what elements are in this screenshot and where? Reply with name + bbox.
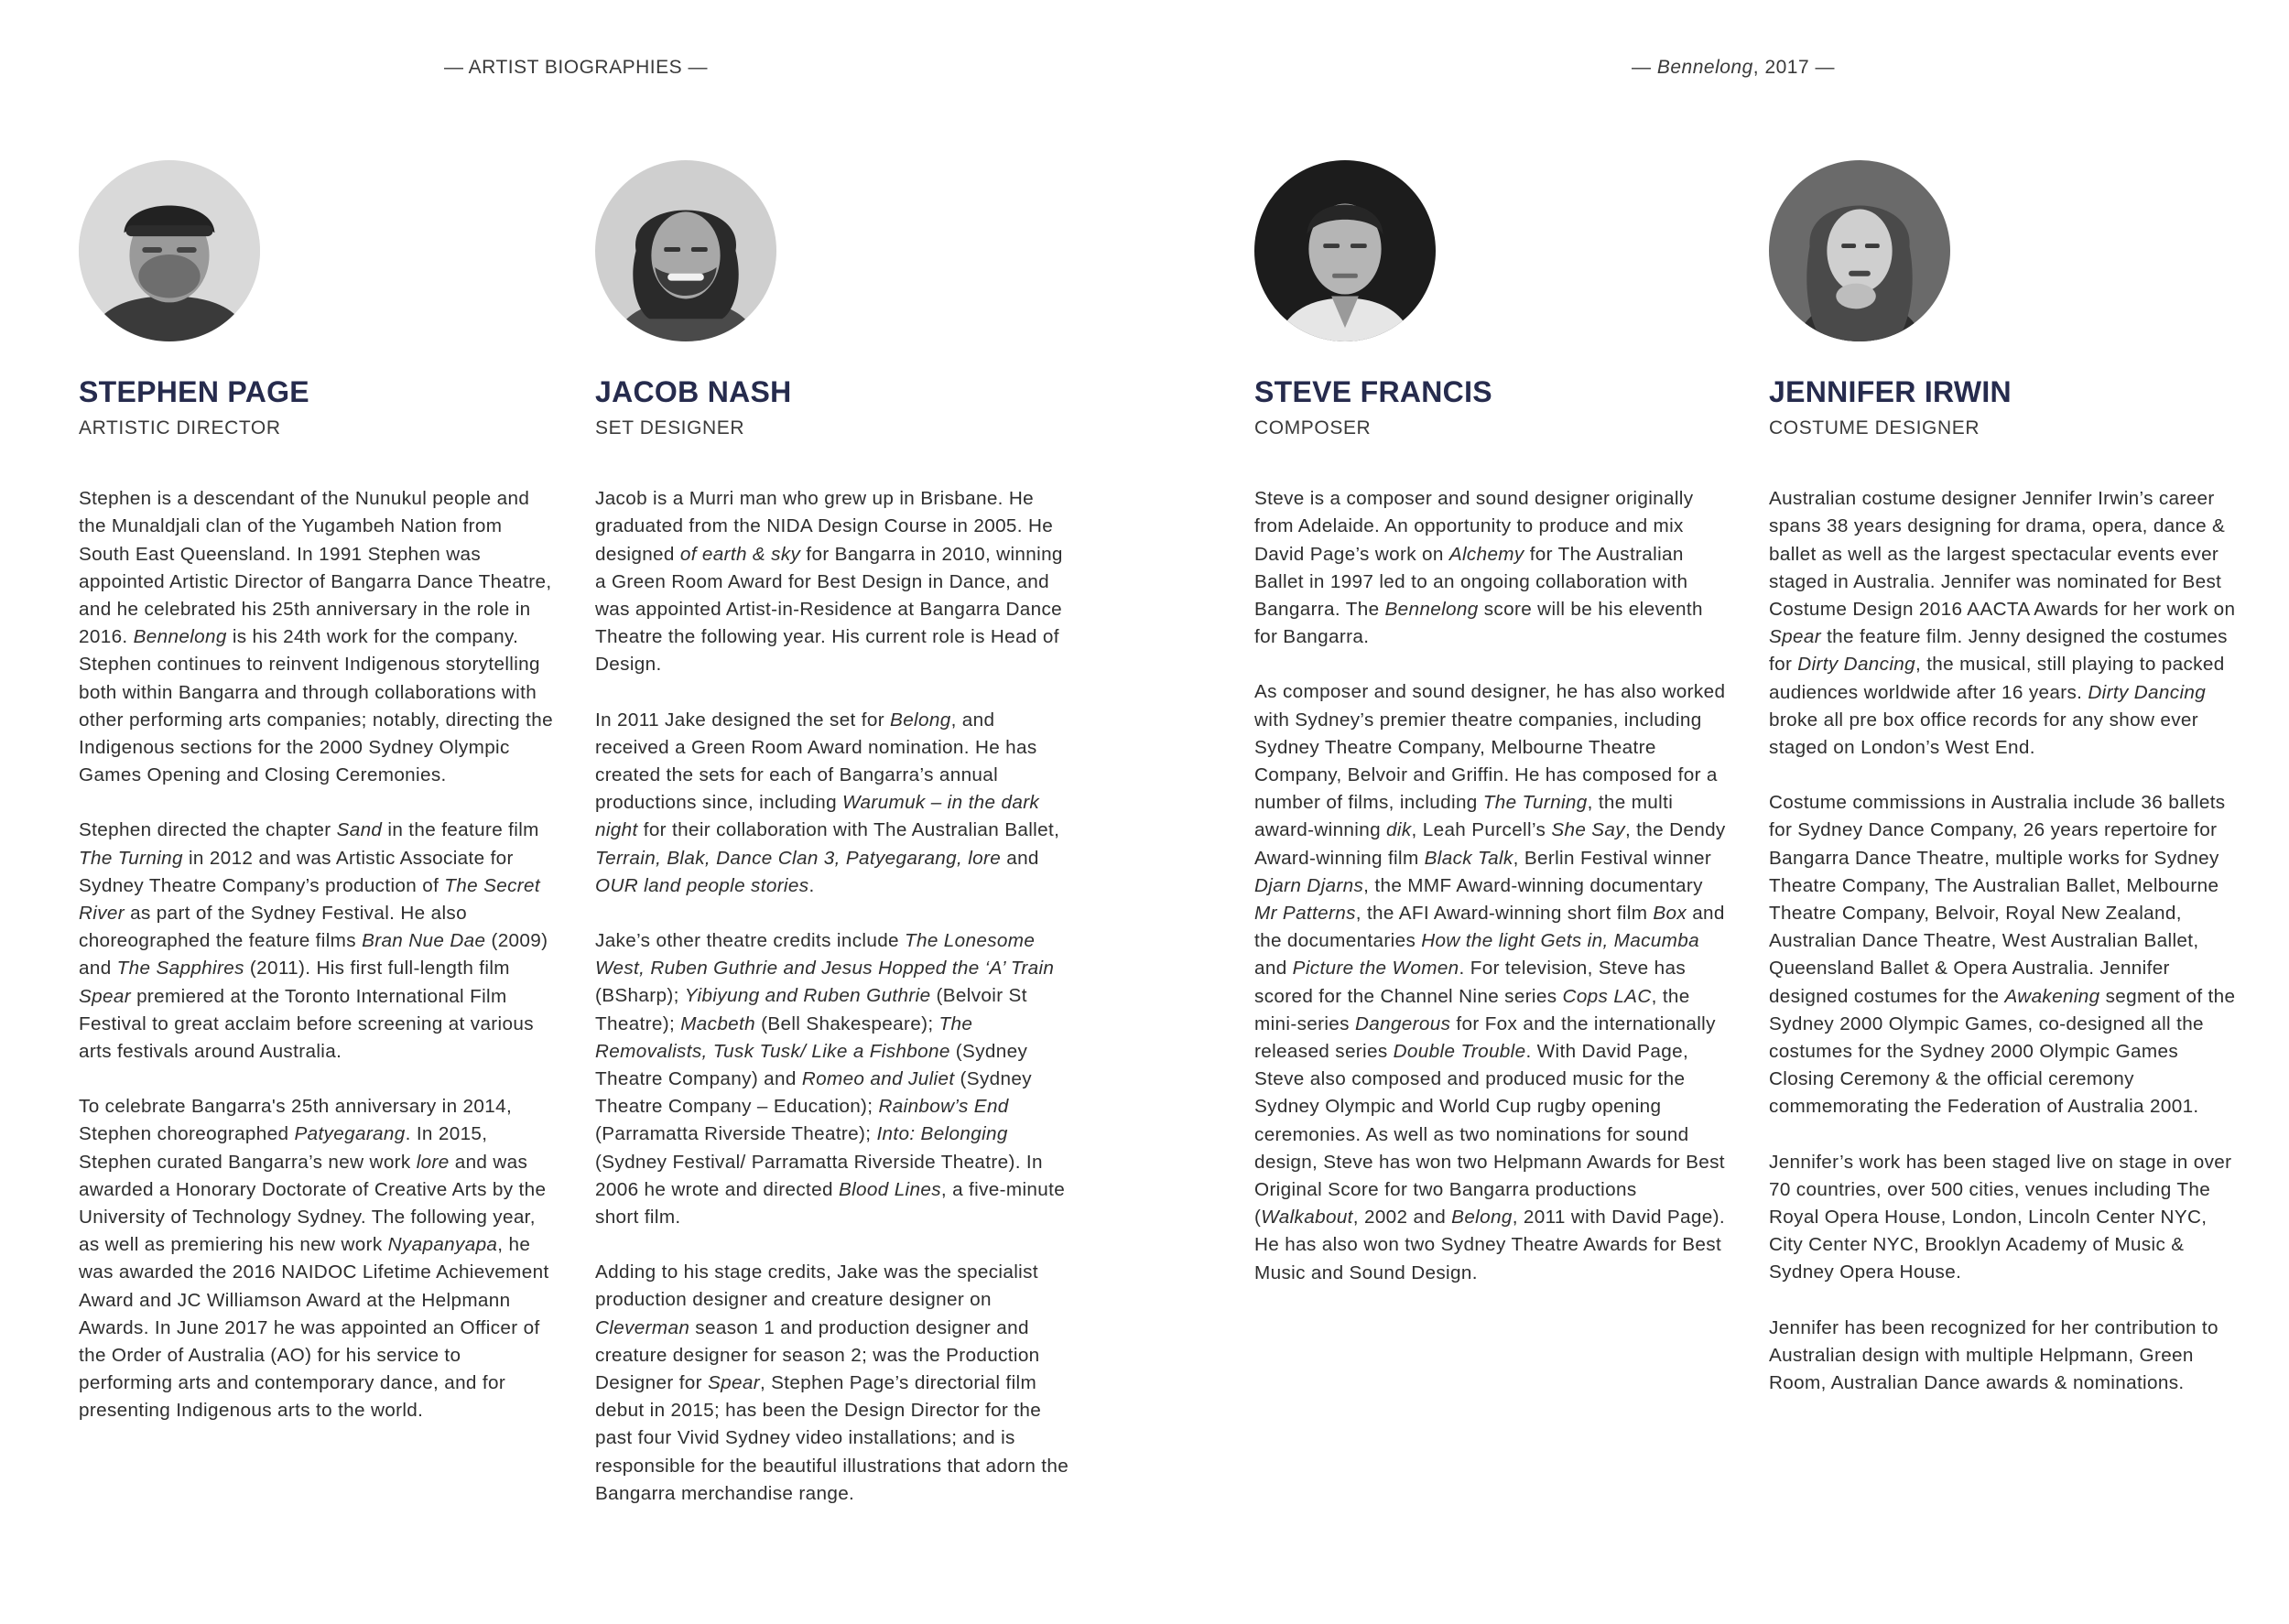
bio-text: , the musical, still playing to packed audiences worldwide after 16 years. [1769,654,2225,703]
bio-title-italic: OUR land people stories [595,874,809,896]
bio-title-italic: Spear [707,1372,760,1394]
bio-paragraph [1769,485,2245,762]
artist-name: JENNIFER IRWIN [1769,375,2012,408]
bio-text: for their collaboration with The Australian Ballet, [637,819,1060,841]
bio-title-italic: Spear [1769,626,1821,648]
artist-bio [1254,485,1730,1287]
bio-title-italic: The Turning [79,847,183,869]
bio-title-italic: Djarn Djarns [1254,874,1364,896]
bio-text: Jake’s other theatre credits include [595,930,905,952]
bio-text: Steve is a composer and sound designer originally from Adelaide. An opportunity to produce and mix David Page’s work on [1254,488,1694,565]
bio-title-italic: Spear [79,985,131,1007]
bio-paragraph [595,707,1071,900]
bio-paragraph [595,927,1071,1231]
bio-text: and was awarded a Honorary Doctorate of Creative Arts by the University of Technology Sydney. The following year, as well as premiering his new work [79,1151,547,1256]
bio-text: Australian costume designer Jennifer Irwin’s career spans 38 years designing for drama, opera, dance & ballet as well as the largest spectacular events ever staged in Australia. Jennifer was nominated for Best Costume Design 2016 AACTA Awards for her work on [1769,488,2236,620]
bio-title-italic: How the light Gets in, Macumba [1421,930,1699,952]
artist-bio [595,485,1071,1508]
bio-title-italic: Alchemy [1448,543,1524,565]
bio-paragraph [1254,485,1730,651]
bio-text: and [1254,958,1293,980]
running-head-left [444,57,708,79]
bio-title-italic: Belong [1451,1207,1513,1229]
bio-text: , the AFI Award-winning short film [1355,903,1654,925]
bio-text: in the feature film [382,819,539,841]
bio-title-italic: Romeo and Juliet [801,1068,955,1090]
bio-title-italic: of earth & sky [679,543,801,565]
running-head-right-prefix: — [1632,57,1657,78]
bio-text: , the MMF Award-winning documentary [1363,874,1703,896]
artist-column-stephen-page [79,160,555,1425]
bio-title-italic: Macbeth [680,1012,755,1034]
bio-title-italic: Bennelong [1384,599,1479,620]
bio-text: In 2011 Jake designed the set for [595,709,891,731]
bio-title-italic: The Secret River [79,874,540,925]
bio-title-italic: Dangerous [1354,1012,1451,1034]
bio-text: (Sydney Festival/ Parramatta Riverside Theatre). In 2006 he wrote and directed [595,1151,1043,1200]
bio-text: . With David Page, Steve also composed and produced music for the Sydney Olympic and World Cup rugby opening ceremonies. As well as two nominations for sound design, Steve has won two Helpmann Awards for Best Original Score for two Bangarra productions ( [1254,1041,1725,1229]
bio-text: segment of the Sydney 2000 Olympic Games, co-designed all the costumes for the Sydney 2000 Olympic Games Closing Ceremony & the official ceremony commemorating the Federation of Australia 2001. [1769,985,2236,1118]
artist-role: ARTISTIC DIRECTOR [79,417,281,439]
bio-title-italic: Bennelong [133,626,227,648]
portrait-photo-hand-on-chin-graphic [1769,160,1950,341]
artist-name: STEVE FRANCIS [1254,375,1492,408]
bio-title-italic: Dirty Dancing [1797,654,1916,676]
bio-title-italic: Dirty Dancing [2088,681,2207,703]
bio-title-italic: Patyegarang [294,1123,406,1145]
bio-paragraph [595,485,1071,678]
running-head-left-text: — ARTIST BIOGRAPHIES — [444,57,708,78]
bio-text: for Bangarra in 2010, winning a Green Room Award for Best Design in Dance, and was appointed Artist-in-Residence at Bangarra Dance Theatre the following year. His current role is Head of Design. [595,543,1063,676]
bio-title-italic: Belong [890,709,951,731]
bio-text: , a five-minute short film. [595,1178,1066,1229]
artist-column-jacob-nash [595,160,1071,1508]
bio-text: As composer and sound designer, he has also worked with Sydney’s premier theatre companies, including Sydney Theatre Company, Melbourne Theatre Company, Belvoir and Griffin. He has composed for a number of films, including [1254,681,1726,814]
artist-bio [1769,485,2245,1397]
bio-title-italic: Into: Belonging [876,1123,1008,1145]
portrait-photo-dark-background [1254,160,1436,341]
bio-paragraph [1769,1149,2245,1287]
artist-column-jennifer-irwin [1769,160,2245,1397]
portrait-photo-dark-background-graphic [1254,160,1436,341]
bio-text: is his 24th work for the company. Stephen continues to reinvent Indigenous storytelling both within Bangarra and through collaborations with other performing arts companies; notably, directing the Indigenous sections for the 2000 Sydney Olympic Games Opening and Closing Ceremonies. [79,626,553,786]
bio-text: (BSharp); [595,985,685,1007]
portrait-photo-cap [79,160,260,341]
bio-text: (Sydney Theatre Company – Education); [595,1068,1032,1118]
bio-title-italic: Picture the Women [1292,958,1459,980]
bio-text: . In 2015, Stephen curated Bangarra’s new work [79,1123,488,1173]
bio-text: (Sydney Theatre Company) and [595,1040,1028,1090]
bio-text: (Belvoir St Theatre); [595,985,1027,1034]
bio-title-italic: Cops LAC [1562,985,1652,1007]
portrait-photo-curly-hair-graphic [595,160,776,341]
bio-text: Adding to his stage credits, Jake was the specialist production designer and creature designer on [595,1261,1038,1311]
artist-bio [79,485,555,1425]
artist-column-steve-francis [1254,160,1730,1287]
bio-text: , the multi award-winning [1254,792,1674,841]
bio-title-italic: Blood Lines [838,1178,941,1200]
running-head-right [1632,57,1835,79]
bio-text: for The Australian Ballet in 1997 led to an ongoing collaboration with Bangarra. The [1254,543,1688,620]
bio-text: in 2012 and was Artistic Associate for Sydney Theatre Company’s production of [79,847,514,896]
artist-name: JACOB NASH [595,375,792,408]
bio-title-italic: The Turning [1482,792,1588,814]
bio-paragraph [1769,1315,2245,1398]
bio-text: (Parramatta Riverside Theatre); [595,1123,877,1145]
bio-text: , Leah Purcell’s [1411,819,1552,841]
bio-title-italic: dik [1386,819,1412,841]
bio-paragraph [1769,789,2245,1121]
bio-text: . For television, Steve has scored for the Channel Nine series [1254,958,1687,1007]
bio-text: Jacob is a Murri man who grew up in Brisbane. He graduated from the NIDA Design Course in 2005. He designed [595,488,1054,565]
bio-text: , Berlin Festival winner [1513,847,1712,869]
bio-paragraph [595,1259,1071,1508]
bio-text: as part of the Sydney Festival. He also choreographed the feature films [79,903,467,952]
bio-text: season 1 and production designer and creature designer for season 2; was the Production Designer for [595,1316,1040,1394]
bio-title-italic: She Say [1551,819,1625,841]
bio-text: Jennifer’s work has been staged live on stage in over 70 countries, over 500 cities, venues including The Royal Opera House, London, Lincoln Center NYC, City Center NYC, Brooklyn Academy of Music & Sydney Opera House. [1769,1151,2232,1283]
bio-title-italic: The Removalists, Tusk Tusk/ Like a Fishbone [595,1012,973,1062]
bio-title-italic: Nyapanyapa [387,1234,498,1256]
bio-paragraph [79,817,555,1066]
bio-title-italic: Yibiyung and Ruben Guthrie [684,985,931,1007]
bio-text: (Bell Shakespeare); [754,1012,939,1034]
bio-title-italic: lore [416,1151,450,1173]
bio-text: (2009) and [79,930,548,980]
portrait-photo-cap-graphic [79,160,260,341]
bio-title-italic: Warumuk – in the dark night [595,792,1040,841]
bio-text: Stephen directed the chapter [79,819,337,841]
bio-title-italic: Black Talk [1424,847,1513,869]
bio-title-italic: Sand [336,819,383,841]
bio-title-italic: Awakening [2004,985,2100,1007]
bio-title-italic: Double Trouble [1393,1041,1526,1063]
running-head-right-title: Bennelong [1656,57,1753,78]
bio-text: premiered at the Toronto International Film Festival to great acclaim before screening at various arts festivals around Australia. [79,985,534,1063]
portrait-photo-hand-on-chin [1769,160,1950,341]
bio-text: , 2002 and [1352,1207,1452,1229]
bio-title-italic: Rainbow’s End [878,1096,1009,1118]
bio-text: , the mini-series [1254,985,1690,1034]
portrait-photo-curly-hair [595,160,776,341]
running-head-right-suffix: , 2017 — [1752,57,1836,78]
bio-paragraph [1254,678,1730,1286]
bio-text: Stephen is a descendant of the Nunukul people and the Munaldjali clan of the Yugambeh Nation from South East Queensland. In 1991 Stephen was appointed Artistic Director of Bangarra Dance Theatre, and he celebrated his 25th anniversary in the role in 2016. [79,488,552,648]
bio-title-italic: Walkabout [1261,1207,1353,1229]
bio-text: and [1001,847,1039,869]
bio-text: for Fox and the internationally released series [1254,1012,1716,1063]
bio-title-italic: The Sapphires [116,958,244,980]
bio-paragraph [79,1093,555,1424]
bio-title-italic: The Lonesome West, Ruben Guthrie and Jesus Hopped the ‘A’ Train [595,930,1055,980]
bio-text: , Stephen Page’s directorial film debut in 2015; has been the Design Director for the past four Vivid Sydney video installations; and is responsible for the beautiful illustrations that adorn the Bangarra merchandise range. [595,1372,1069,1504]
bio-text: , the Dendy Award-winning film [1254,819,1726,869]
artist-role: COMPOSER [1254,417,1372,439]
bio-text: , 2011 with David Page). He has also won two Sydney Theatre Awards for Best Music and Sound Design. [1254,1207,1725,1283]
bio-text: Jennifer has been recognized for her contribution to Australian design with multiple Helpmann, Green Room, Australian Dance awards & nominations. [1769,1316,2218,1394]
bio-title-italic: Cleverman [595,1316,690,1338]
bio-text: score will be his eleventh for Bangarra. [1254,599,1703,648]
artist-role: SET DESIGNER [595,417,745,439]
bio-text: Costume commissions in Australia include 36 ballets for Sydney Dance Company, 26 years repertoire for Bangarra Dance Theatre, multiple works for Sydney Theatre Company, The Australian Ballet, Melbourne Theatre Company, Belvoir, Royal New Zealand, Australian Dance Theatre, West Australian Ballet, Queensland Ballet & Opera Australia. Jennifer designed costumes for the [1769,792,2226,1007]
bio-text: (2011). His first full-length film [244,958,510,980]
bio-text: , he was awarded the 2016 NAIDOC Lifetime Achievement Award and JC Williamson Award at the Helpmann Awards. In June 2017 he was appointed an Officer of the Order of Australia (AO) for his service to performing arts and contemporary dance, and for presenting Indigenous arts to the world. [79,1234,549,1422]
bio-text: broke all pre box office records for any show ever staged on London’s West End. [1769,709,2199,759]
bio-text: , and received a Green Room Award nomination. He has created the sets for each of Bangarra’s annual productions since, including [595,709,1037,814]
bio-title-italic: Bran Nue Dae [362,930,486,952]
artist-role: COSTUME DESIGNER [1769,417,1980,439]
bio-title-italic: Mr Patterns [1254,903,1356,925]
bio-text: the feature film. Jenny designed the costumes for [1769,626,2228,676]
artist-name: STEPHEN PAGE [79,375,309,408]
bio-title-italic: Box [1653,903,1687,925]
bio-paragraph [79,485,555,789]
bio-title-italic: Terrain, Blak, Dance Clan 3, Patyegarang, lore [595,847,1002,869]
bio-text: To celebrate Bangarra's 25th anniversary in 2014, Stephen choreographed [79,1096,513,1145]
bio-text: . [808,874,815,896]
bio-text: and the documentaries [1254,903,1725,952]
